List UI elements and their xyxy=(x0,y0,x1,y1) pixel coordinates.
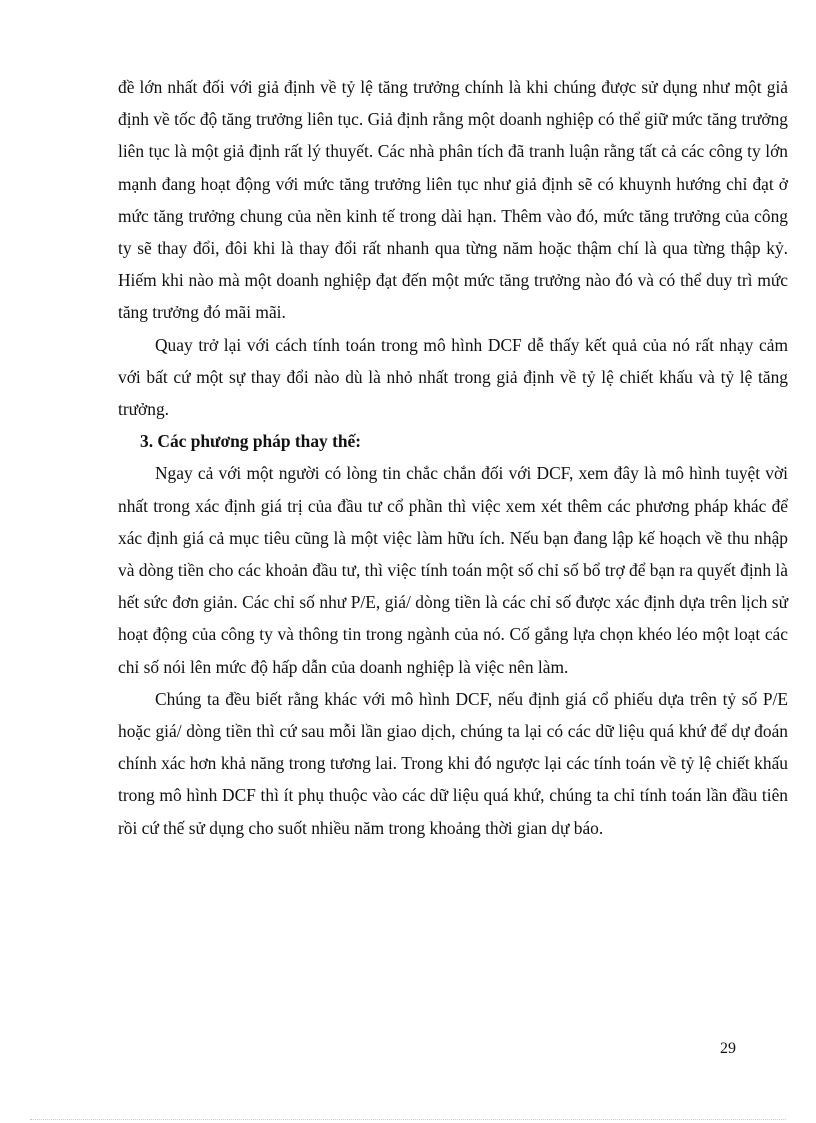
page-bottom-divider xyxy=(30,1119,786,1120)
paragraph-growth-assumption: đề lớn nhất đối với giả định về tỷ lệ tăng trưởng chính là khi chúng được sử dụng như một giả định về tốc độ tăng trưởng liên tục. Giả định rằng một doanh nghiệp có thể giữ mức tăng trưởng liên tục là một giả định rất lý thuyết. Các nhà phân tích đã tranh luận rằng tất cả các công ty lớn mạnh đang hoạt động với mức tăng trưởng liên tục như giả định sẽ có khuynh hướng chỉ đạt ở mức tăng trưởng chung của nền kinh tế trong dài hạn. Thêm vào đó, mức tăng trưởng của công ty sẽ thay đổi, đôi khi là thay đổi rất nhanh qua từng năm hoặc thậm chí là qua từng thập kỷ. Hiếm khi nào mà một doanh nghiệp đạt đến một mức tăng trưởng nào đó và có thể duy trì mức tăng trưởng đó mãi mãi. xyxy=(118,77,788,323)
paragraph-dcf-sensitivity: Quay trở lại với cách tính toán trong mô hình DCF dễ thấy kết quả của nó rất nhạy cảm với bất cứ một sự thay đổi nào dù là nhỏ nhất trong giả định về tỷ lệ chiết khấu và tỷ lệ tăng trưởng. xyxy=(118,334,788,420)
paragraph-alternative-methods: Ngay cả với một người có lòng tin chắc chắn đối với DCF, xem đây là mô hình tuyệt vời nhất trong xác định giá trị của đầu tư cổ phần thì việc xem xét thêm các phương pháp khác để xác định giá cả mục tiêu cũng là một việc làm hữu ích. Nếu bạn đang lập kế hoạch về thu nhập và dòng tiền cho các khoản đầu tư, thì việc tính toán một số chỉ số bổ trợ để bạn ra quyết định là hết sức đơn giản. Các chỉ số như P/E, giá/ dòng tiền là các chỉ số được xác định dựa trên lịch sử hoạt động của công ty và thông tin trong ngành của nó. Cố gắng lựa chọn khéo léo một loạt các chỉ số nói lên mức độ hấp dẫn của doanh nghiệp là việc nên làm. xyxy=(118,463,788,677)
paragraph-pe-comparison: Chúng ta đều biết rằng khác với mô hình DCF, nếu định giá cổ phiếu dựa trên tỷ số P/E hoặc giá/ dòng tiền thì cứ sau mỗi lần giao dịch, chúng ta lại có các dữ liệu quá khứ để dự đoán chính xác hơn khả năng trong tương lai. Trong khi đó ngược lại các tính toán về tỷ lệ chiết khấu trong mô hình DCF thì ít phụ thuộc vào các dữ liệu quá khứ, chúng ta chỉ tính toán lần đầu tiên rồi cứ thế sử dụng cho suốt nhiều năm trong khoảng thời gian dự báo. xyxy=(118,688,788,838)
section-heading-alternative-methods: 3. Các phương pháp thay thế: xyxy=(140,431,362,452)
page-number: 29 xyxy=(720,1040,736,1057)
document-body xyxy=(118,71,788,844)
